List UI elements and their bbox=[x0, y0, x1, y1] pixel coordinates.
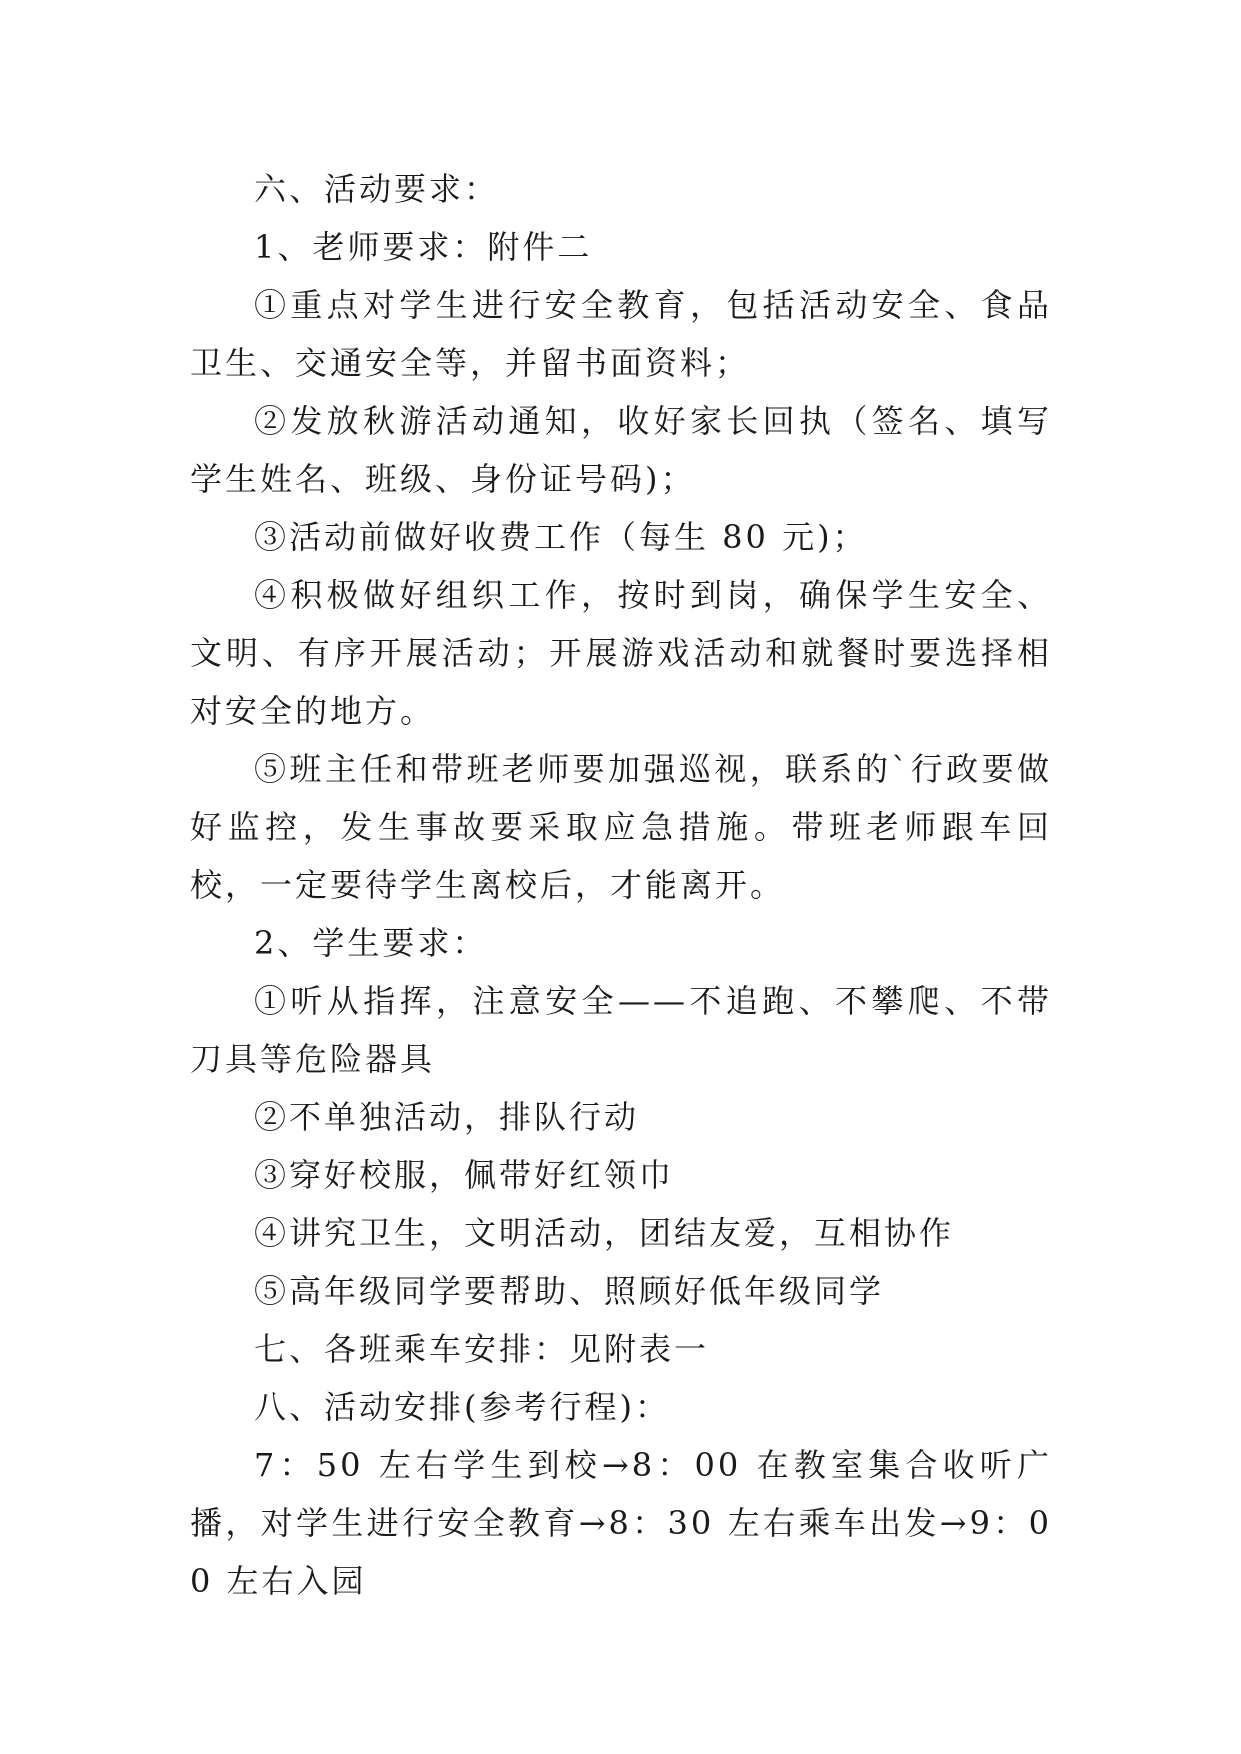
student-item-3: ③穿好校服，佩带好红领巾 bbox=[254, 1156, 675, 1194]
section-heading-schedule: 八、活动安排(参考行程)： bbox=[254, 1388, 670, 1426]
section-heading-bus-arrangement: 七、各班乘车安排：见附表一 bbox=[254, 1330, 710, 1368]
teacher-item-3: ③活动前做好收费工作（每生 80 元)； bbox=[254, 518, 868, 556]
section-heading-requirements: 六、活动要求： bbox=[254, 170, 500, 208]
student-item-1: ①听从指挥，注意安全——不追跑、不攀爬、不带刀具等危险器具 bbox=[190, 982, 1052, 1078]
teacher-item-4: ④积极做好组织工作，按时到岗，确保学生安全、文明、有序开展活动；开展游戏活动和就餐时要选择相对安全的地方。 bbox=[190, 576, 1052, 730]
teacher-item-1: ①重点对学生进行安全教育，包括活动安全、食品卫生、交通安全等，并留书面资料； bbox=[190, 286, 1052, 382]
document-body bbox=[190, 160, 1052, 1610]
student-item-2: ②不单独活动，排队行动 bbox=[254, 1098, 640, 1136]
subheading-student-requirements: 2、学生要求： bbox=[254, 924, 488, 962]
teacher-item-2: ②发放秋游活动通知，收好家长回执（签名、填写学生姓名、班级、身份证号码)； bbox=[190, 402, 1052, 498]
student-item-5: ⑤高年级同学要帮助、照顾好低年级同学 bbox=[254, 1272, 885, 1310]
schedule-text: 7：50 左右学生到校→8：00 在教室集合收听广播，对学生进行安全教育→8：30 左右乘车出发→9：00 左右入园 bbox=[190, 1446, 1052, 1600]
subheading-teacher-requirements: 1、老师要求：附件二 bbox=[254, 228, 593, 266]
student-item-4: ④讲究卫生，文明活动，团结友爱，互相协作 bbox=[254, 1214, 955, 1252]
teacher-item-5: ⑤班主任和带班老师要加强巡视，联系的`行政要做好监控，发生事故要采取应急措施。带班老师跟车回校，一定要待学生离校后，才能离开。 bbox=[190, 750, 1052, 904]
